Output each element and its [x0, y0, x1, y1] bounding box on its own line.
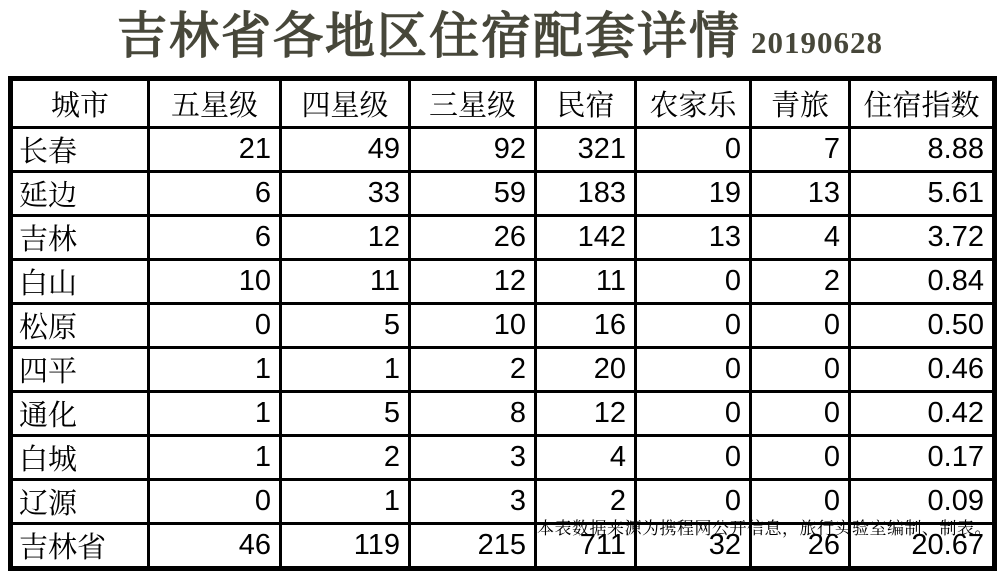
title-date: 20190628	[751, 25, 883, 60]
column-header-1: 五星级	[149, 79, 281, 128]
table-row	[11, 436, 995, 480]
source-note: 本表数据来源为携程网公开信息，旅行实验室编制、制表。	[537, 519, 992, 538]
value-cell: 13	[636, 216, 751, 260]
table-header-row	[11, 79, 995, 128]
column-header-7: 住宿指数	[850, 79, 995, 128]
value-cell: 0	[636, 304, 751, 348]
value-cell: 0	[636, 260, 751, 304]
value-cell: 0	[149, 480, 281, 524]
page-title: 吉林省各地区住宿配套详情	[117, 8, 741, 64]
city-cell: 白城	[11, 436, 149, 480]
value-cell: 183	[536, 172, 636, 216]
value-cell: 1	[149, 436, 281, 480]
value-cell: 10	[410, 304, 536, 348]
value-cell: 0.17	[850, 436, 995, 480]
value-cell: 1	[281, 480, 410, 524]
value-cell: 26	[410, 216, 536, 260]
value-cell: 5	[281, 392, 410, 436]
city-cell: 白山	[11, 260, 149, 304]
accommodation-table	[8, 76, 997, 571]
page-header	[0, 0, 1000, 85]
value-cell: 10	[149, 260, 281, 304]
value-cell: 49	[281, 128, 410, 172]
city-cell: 吉林	[11, 216, 149, 260]
city-cell: 松原	[11, 304, 149, 348]
value-cell: 2	[751, 260, 850, 304]
value-cell: 215	[410, 524, 536, 569]
value-cell: 20	[536, 348, 636, 392]
city-cell: 延边	[11, 172, 149, 216]
value-cell: 2	[536, 480, 636, 524]
value-cell: 711	[536, 524, 636, 569]
value-cell: 4	[751, 216, 850, 260]
value-cell: 59	[410, 172, 536, 216]
value-cell: 119	[281, 524, 410, 569]
value-cell: 32	[636, 524, 751, 569]
value-cell: 13	[751, 172, 850, 216]
city-cell: 四平	[11, 348, 149, 392]
value-cell: 6	[149, 172, 281, 216]
value-cell: 26	[751, 524, 850, 569]
column-header-6: 青旅	[751, 79, 850, 128]
value-cell: 0	[636, 348, 751, 392]
value-cell: 3	[410, 480, 536, 524]
value-cell: 19	[636, 172, 751, 216]
city-cell: 辽源	[11, 480, 149, 524]
value-cell: 3	[410, 436, 536, 480]
value-cell: 11	[281, 260, 410, 304]
value-cell: 0.50	[850, 304, 995, 348]
value-cell: 20.67	[850, 524, 995, 569]
value-cell: 1	[149, 348, 281, 392]
value-cell: 0.42	[850, 392, 995, 436]
value-cell: 0	[149, 304, 281, 348]
value-cell: 8	[410, 392, 536, 436]
value-cell: 12	[536, 392, 636, 436]
column-header-4: 民宿	[536, 79, 636, 128]
value-cell: 21	[149, 128, 281, 172]
value-cell: 0	[751, 436, 850, 480]
value-cell: 7	[751, 128, 850, 172]
city-cell: 通化	[11, 392, 149, 436]
value-cell: 4	[536, 436, 636, 480]
column-header-5: 农家乐	[636, 79, 751, 128]
value-cell: 0	[636, 392, 751, 436]
value-cell: 1	[281, 348, 410, 392]
value-cell: 0	[751, 480, 850, 524]
city-cell: 长春	[11, 128, 149, 172]
value-cell: 16	[536, 304, 636, 348]
value-cell: 1	[149, 392, 281, 436]
table-row	[11, 348, 995, 392]
value-cell: 12	[410, 260, 536, 304]
column-header-2: 四星级	[281, 79, 410, 128]
table-row	[11, 304, 995, 348]
value-cell: 2	[281, 436, 410, 480]
value-cell: 92	[410, 128, 536, 172]
table-row	[11, 392, 995, 436]
value-cell: 0.09	[850, 480, 995, 524]
value-cell: 0	[751, 348, 850, 392]
value-cell: 5	[281, 304, 410, 348]
city-cell: 吉林省	[11, 524, 149, 569]
value-cell: 46	[149, 524, 281, 569]
value-cell: 11	[536, 260, 636, 304]
value-cell: 0	[636, 480, 751, 524]
value-cell: 142	[536, 216, 636, 260]
value-cell: 6	[149, 216, 281, 260]
table-row	[11, 128, 995, 172]
value-cell: 0	[636, 436, 751, 480]
value-cell: 321	[536, 128, 636, 172]
value-cell: 33	[281, 172, 410, 216]
value-cell: 0.46	[850, 348, 995, 392]
value-cell: 2	[410, 348, 536, 392]
table-body	[11, 128, 995, 569]
column-header-3: 三星级	[410, 79, 536, 128]
table-row	[11, 216, 995, 260]
value-cell: 3.72	[850, 216, 995, 260]
value-cell: 8.88	[850, 128, 995, 172]
value-cell: 0	[636, 128, 751, 172]
value-cell: 12	[281, 216, 410, 260]
table-row	[11, 172, 995, 216]
value-cell: 0.84	[850, 260, 995, 304]
table-row	[11, 260, 995, 304]
column-header-0: 城市	[11, 79, 149, 128]
value-cell: 0	[751, 304, 850, 348]
value-cell: 5.61	[850, 172, 995, 216]
value-cell: 0	[751, 392, 850, 436]
